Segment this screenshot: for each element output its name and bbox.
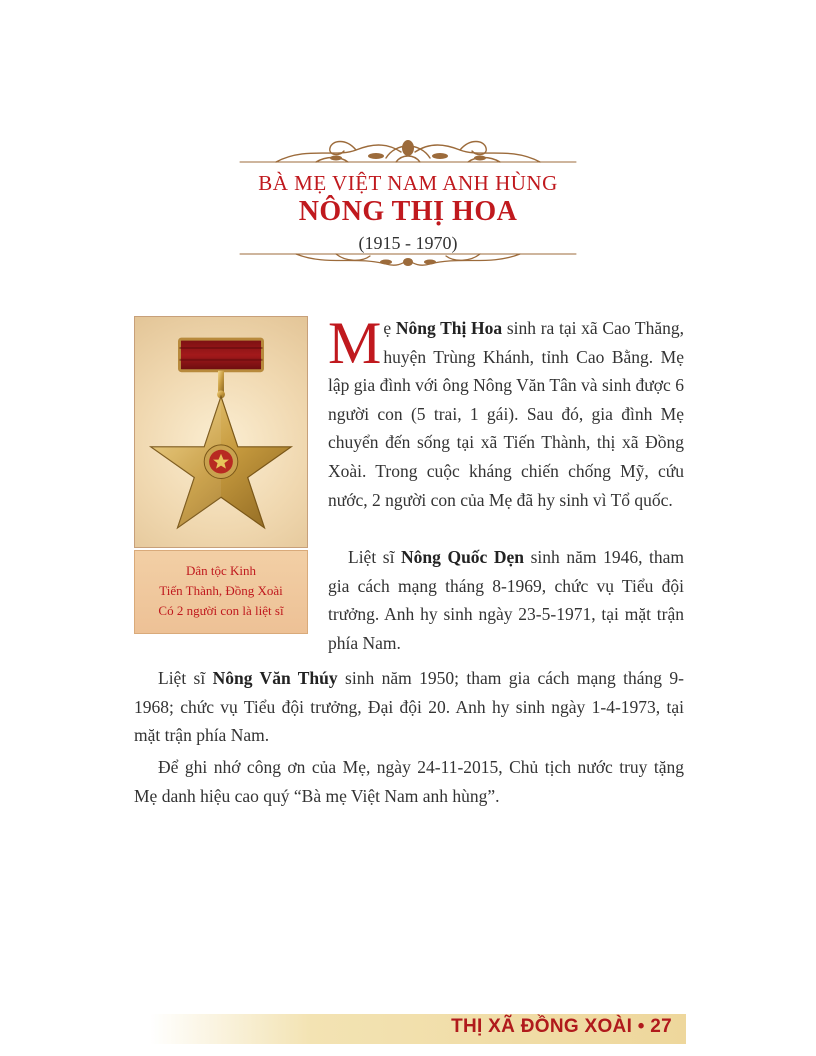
martyr-1-text: sinh năm 1946, tham gia cách mạng tháng 8-1969, chức vụ Tiểu đội trưởng. Anh hy sinh ngày 23-5-1971, tại mặt trận phía Nam. bbox=[328, 547, 685, 653]
footer-page-label: THỊ XÃ ĐỒNG XOÀI • 27 bbox=[451, 1016, 672, 1037]
martyr-2-text: sinh năm 1950; tham gia cách mạng tháng 9-1968; chức vụ Tiểu đội trưởng, Đại đội 20. Anh hy sinh ngày 1-4-1973, tại mặt trận phía Nam. bbox=[134, 668, 684, 746]
hero-mother-title: BÀ MẸ VIỆT NAM ANH HÙNG bbox=[258, 171, 558, 195]
paragraph-honor: Để ghi nhớ công ơn của Mẹ, ngày 24-11-2015, Chủ tịch nước truy tặng Mẹ danh hiệu cao quý “Bà mẹ Việt Nam anh hùng”. bbox=[134, 757, 684, 806]
martyr-1-prefix: Liệt sĩ bbox=[348, 547, 402, 567]
intro-text-rest: sinh ra tại xã Cao Thăng, huyện Trùng Khánh, tỉnh Cao Bằng. Mẹ lập gia đình với ông Nông Văn Tân và sinh được 6 người con (5 trai, 1 gái). Sau đó, gia đình Mẹ chuyển đến sống tại xã Tiến Thành, thị xã Đồng Xoài. Trong cuộc kháng chiến chống Mỹ, cứu nước, 2 người con của Mẹ đã hy sinh vì Tổ quốc. bbox=[328, 318, 684, 510]
martyr-1-name: Nông Quốc Dẹn bbox=[401, 547, 525, 567]
intro-mother-name: Nông Thị Hoa bbox=[395, 318, 503, 338]
hero-medal-icon bbox=[135, 317, 307, 547]
martyr-2-name: Nông Văn Thúy bbox=[212, 668, 338, 688]
caption-martyrs: Có 2 người con là liệt sĩ bbox=[158, 603, 284, 618]
caption-location: Tiến Thành, Đồng Xoài bbox=[159, 583, 283, 598]
intro-text-start: ẹ bbox=[383, 318, 396, 338]
photo-caption bbox=[134, 550, 308, 634]
page-footer bbox=[150, 1014, 686, 1044]
martyr-2-prefix: Liệt sĩ bbox=[158, 668, 213, 688]
person-name: NÔNG THỊ HOA bbox=[298, 196, 518, 227]
top-ornament-icon bbox=[236, 128, 580, 172]
medal-photo bbox=[134, 316, 308, 548]
paragraph-intro bbox=[328, 310, 684, 514]
bottom-ornament-icon bbox=[236, 244, 580, 274]
paragraph-martyr-1 bbox=[328, 543, 684, 657]
drop-cap: M bbox=[328, 310, 382, 376]
life-years: (1915 - 1970) bbox=[358, 233, 458, 253]
caption-ethnicity: Dân tộc Kinh bbox=[185, 563, 257, 578]
paragraph-martyr-2 bbox=[134, 664, 684, 750]
